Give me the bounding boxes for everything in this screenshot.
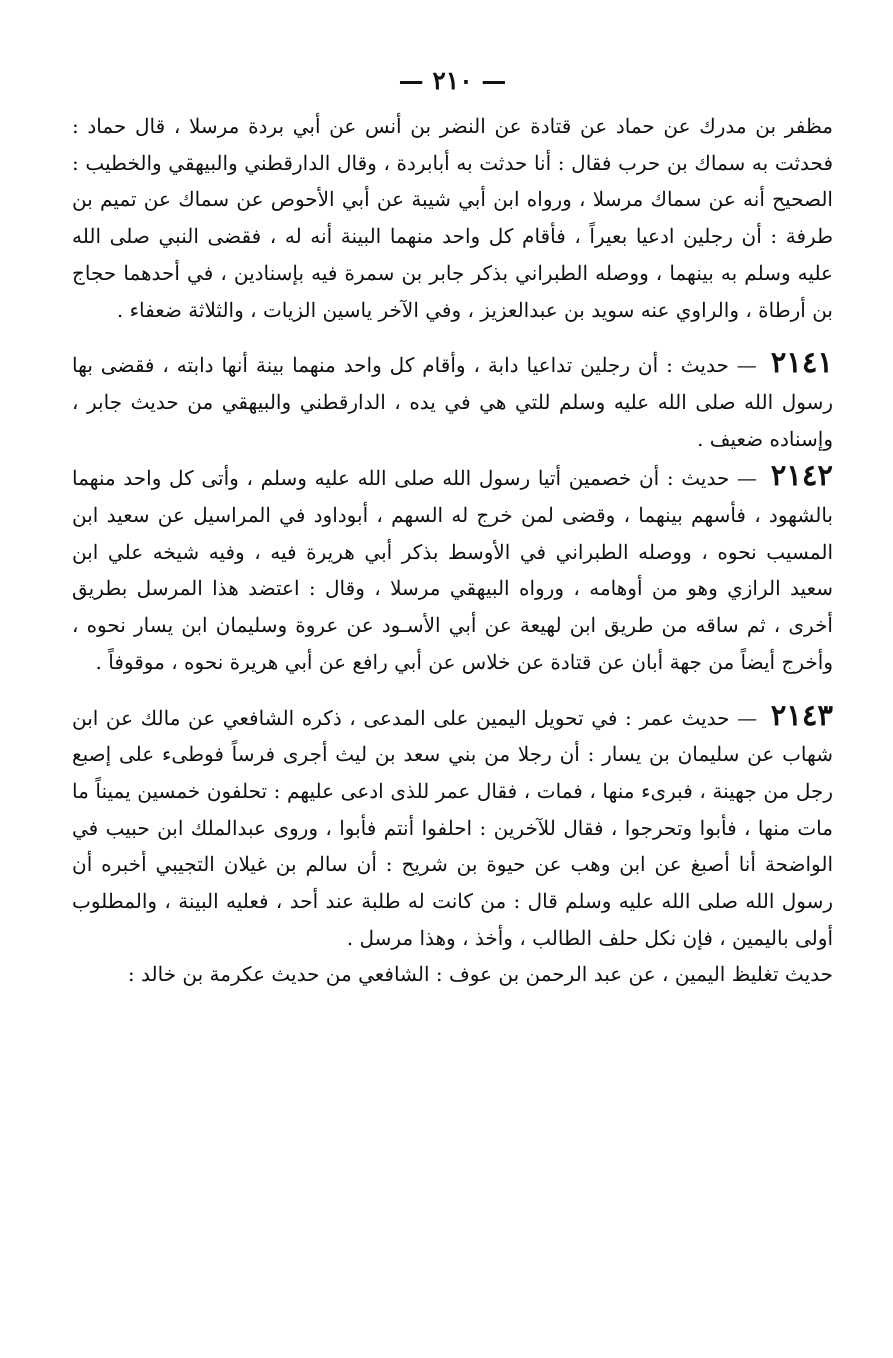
hadith-2143 [72, 697, 833, 957]
hadith-2141 [72, 344, 833, 457]
hadith-2142 [72, 457, 833, 680]
paragraph-gap [72, 681, 833, 697]
hadith-number: ٢١٤١ [770, 345, 834, 380]
paragraph-continuation: مظفر بن مدرك عن حماد عن قتادة عن النضر بن أنس عن أبي بردة مرسلا ، قال حماد : فحدثت به سماك بن حرب فقال : أنا حدثت به أبابردة ، وقال الدارقطني والبيهقي والخطيب : الصحيح أنه عن سماك مرسلا ، ورواه ابن أبي شيبة عن أبي الأحوص عن سماك عن تميم بن طرفة : أن رجلين ادعيا بعيراً ، فأقام كل واحد منهما البينة أنه له ، فقضى النبي صلى الله عليه وسلم به بينهما ، ووصله الطبراني بذكر جابر بن سمرة فيه بإسنادين ، في أحدهما حجاج بن أرطاة ، والراوي عنه سويد بن عبدالعزيز ، وفي الآخر ياسين الزيات ، والثلاثة ضعفاء . [72, 114, 833, 322]
paragraph-last: حديث تغليظ اليمين ، عن عبد الرحمن بن عوف : الشافعي من حديث عكرمة بن خالد : [127, 962, 833, 987]
hadith-number: ٢١٤٣ [770, 697, 834, 732]
text-block [72, 108, 833, 993]
hadith-number: ٢١٤٢ [770, 458, 833, 493]
paragraph-gap [72, 328, 833, 344]
hadith-text: — حديث : أن رجلين تداعيا دابة ، وأقام كل واحد منهما بينة أنها دابته ، فقضى بها رسول الله صلى الله عليه وسلم للتي هي في يده ، الدارقطني والبيهقي من حديث جابر ، وإسناده ضعيف . [72, 353, 833, 451]
hadith-text: — حديث عمر : في تحويل اليمين على المدعى ، ذكره الشافعي عن مالك عن ابن شهاب عن سليمان بن يسار : أن رجلا من بني سعد بن ليث أجرى فرساً فوطىء على إصبع رجل من جهينة ، فبرىء منها ، فمات ، فقال عمر للذى ادعى عليهم : تحلفون خمسين يميناً ما مات منها ، فأبوا وتحرجوا ، فقال للآخرين : احلفوا أنتم فأبوا ، وروى عبدالملك ابن حبيب في الواضحة أنا أصبغ عن ابن وهب عن حيوة بن شريح : أن سالم بن غيلان التجيبي أخبره أن رسول الله صلى الله عليه وسلم قال : من كانت له طلبة عند أحد ، فعليه البينة ، والمطلوب أولى باليمين ، فإن نكل حلف الطالب ، وأخذ ، وهذا مرسل . [72, 705, 833, 950]
page-number: — ٢١٠ — [398, 66, 507, 95]
hadith-text: — حديث : أن خصمين أتيا رسول الله صلى الله عليه وسلم ، وأتى كل واحد منهما بالشهود ، فأسهم بينهما ، وقضى لمن خرج له السهم ، أبوداود في المراسيل عن سعيد ابن المسيب نحوه ، ووصله الطبراني في الأوسط بذكر أبي هريرة فيه ، وفيه شيخه علي ابن سعيد الرازي وهو من أوهامه ، ورواه البيهقي مرسلا ، وقال : اعتضد هذا المرسل بطريق أخرى ، ثم ساقه من طريق ابن لهيعة عن أبي الأسـود عن عروة وسليمان ابن يسار نحوه ، وأخرج أيضاً من جهة أبان عن قتادة عن خلاس عن أبي رافع عن أبي هريرة نحوه ، موقوفاً . [72, 466, 834, 674]
